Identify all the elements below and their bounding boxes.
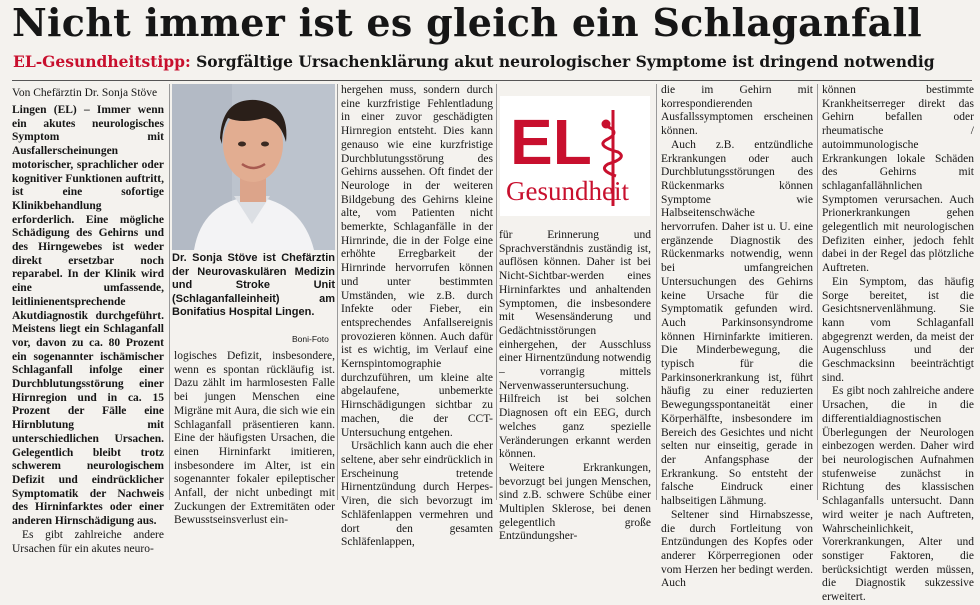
col6-paragraph-1: können bestimmte Krankheitserreger direkt das Gehirn befallen oder rheumatische / autoimmunologische Erkrankungen lokale Schäden des Gehirns mit schlaganfallähnlichen Symptomen verursachen. Auch Prionerkrankungen gehen gelegentlich mit neurologischen Defiziten einher, jedoch fehlt dabei in der Regel das plötzliche Auftreten. xyxy=(822,84,974,275)
el-gesundheit-logo xyxy=(500,96,650,216)
column-divider xyxy=(496,84,497,500)
column-3 xyxy=(341,84,493,550)
column-divider xyxy=(337,84,338,500)
logo-graphic xyxy=(500,96,650,216)
column-2 xyxy=(174,350,335,528)
col5-paragraph-1: die im Gehirn mit korrespondierenden Ausfallssymptomen erscheinen können. xyxy=(661,84,813,138)
headline: Nicht immer ist es gleich ein Schlaganfall xyxy=(12,0,923,45)
column-divider xyxy=(169,84,170,500)
col2-paragraph: logisches Defizit, insbesondere, wenn es spontan rückläufig ist. Dazu zählt im harmlosesten Falle bei jungen Menschen eine Migräne mit Aura, die sich wie ein Schlaganfall präsentieren kann. Eine der häufigsten Ursachen, die einen Hirninfarkt imitieren, insbesondere im Alter, ist ein sogenannter fokaler epileptischer Anfall, der nicht unbedingt mit Zuckungen der Extremitäten oder Bewusstseinsverlust ein- xyxy=(174,350,335,527)
column-5 xyxy=(661,84,813,591)
photo-credit: Boni-Foto xyxy=(292,334,329,344)
col4-paragraph-2: Weitere Erkrankungen, bevorzugt bei jungen Menschen, sind z.B. schwere Schübe einer Multiplen Sklerose, bei denen gelegentlich große Entzündungsher- xyxy=(499,461,651,543)
column-divider xyxy=(656,84,657,500)
byline: Von Chefärztin Dr. Sonja Stöve xyxy=(12,87,158,99)
column-1 xyxy=(12,104,164,556)
subline-text: Sorgfältige Ursachenklärung akut neurologischer Symptome ist dringend notwendig xyxy=(196,52,935,71)
portrait-image xyxy=(172,84,335,250)
header-rule xyxy=(12,80,972,81)
col3-paragraph-2: Ursächlich kann auch die eher seltene, aber sehr eindrücklich in Erscheinung tretende Hirnentzündung durch Herpes-Viren, die sich bevorzugt im Schläfenlappen vermehren und dort den gesamten Schläfenlappen, xyxy=(341,440,493,549)
logo-el-text: EL xyxy=(510,106,592,178)
photo-caption: Dr. Sonja Stöve ist Chefärztin der Neurovaskulären Medizin und Stroke Unit (Schlaganfalleinheit) am Bonifatius Hospital Lingen. xyxy=(172,252,335,318)
col3-paragraph-1: hergehen muss, sondern durch eine kurzfristige Fehlentladung in einer zuvor geschädigten Hirnregion entsteht. Dies kann genauso wie eine kurzfristige Durchblutungsstörung des Gehirns aussehen. Oft findet der Neurologe in der weiteren Bildgebung des Gehirns kleine alte, vom Patienten nicht bemerkte, Schlaganfälle in der Hirnrinde, die in der Folge eine erhöhte Erregbarkeit der Hirnrinde hervorrufen können und unter bestimmten Umständen, wie z.B. durch Infekte oder Fieber, ein entsprechendes Anfallsereignis provozieren können. Auch dafür ist es wichtig, im Verlauf eine Kernspintomographie durchzuführen, um kleine alte abgelaufene, unbemerkte Hirnschädigungen sichtbar zu machen, die der CCT-Untersuchung entgehen. xyxy=(341,84,493,439)
section-tag: EL-Gesundheitstipp: xyxy=(13,52,191,71)
author-photo xyxy=(172,84,335,250)
logo-gesundheit-text: Gesundheit xyxy=(506,176,629,206)
col1-paragraph: Es gibt zahlreiche andere Ursachen für ein akutes neuro- xyxy=(12,528,164,555)
column-divider xyxy=(817,84,818,500)
col5-paragraph-2: Auch z.B. entzündliche Erkrankungen oder auch Durchblutungsstörungen des Rückenmarks können Symptome wie Halbseitenschwäche hervorrufen. Daher ist u. U. eine ergänzende Diagnostik des Rückenmarks notwendig, wenn bei umfangreichen Untersuchungen des Gehirns keine Ursache für die Symptomatik gefunden wird. Auch Parkinsonsyndrome können Hirninfarkte imitieren. Die Minderbewegung, die typisch für die Parkinsonerkrankung ist, führt häufig zu einer reduzierten Bewegungsspontaneität einer Körperhälfte, insbesondere im Bereich des Gesichtes und nicht selten nur einseitig, gerade in der Anfangsphase der Erkrankung. So entsteht der falsche Eindruck einer halbseitigen Lähmung. xyxy=(661,138,813,508)
lead-paragraph: Lingen (EL) – Immer wenn ein akutes neurologisches Symptom mit Ausfallerscheinungen motorischer, sprachlicher oder kognitiver Funktionen auftritt, ist eine sofortige Klinikbehandlung erforderlich. Eine mögliche Schädigung des Gehirns und des Hirngewebes ist weder direkt ersetzbar noch reparabel. In der Klinik wird eine umfassende, leitlinienentsprechende Akutdiagnostik durchgeführt. Meistens liegt ein Schlaganfall vor, davon zu ca. 80 Prozent ein sogenannter ischämischer Schlaganfall infolge einer Durchblutungsstörung einer Hirnregion und in ca. 15 Prozent der Fälle eine Hirnblutung mit unterschiedlichen Ursachen. Gelegentlich bleibt trotz schwerem neurologischem Defizit und eindrücklicher Symptomatik der Nachweis des Hirninfarktes oder einer anderen Hirnschädigung aus. xyxy=(12,104,164,528)
col4-paragraph-1: für Erinnerung und Sprachverständnis zuständig ist, auflösen können. Daher ist bei Nicht-Sichtbar-werden eines Hirninfarktes und anhaltenden Symptomen, die insbesondere mit Wesensänderung und Gedächtnisstörungen einhergehen, der Ausschluss einer Hirnentzündung notwendig – vorrangig mittels Nervenwasseruntersuchung. Hilfreich ist bei solchen Diagnosen oft ein EEG, durch welches ganz spezielle Veränderungen erkannt werden können. xyxy=(499,229,652,461)
col5-paragraph-3: Seltener sind Hirnabszesse, die durch Fortleitung von Entzündungen des Kopfes oder anderer Körperregionen oder vom Herzen her bedingt werden. Auch xyxy=(661,508,813,590)
col6-paragraph-2: Ein Symptom, das häufig Sorge bereitet, ist die Gesichtsnervenlähmung. Sie kann vom Schlaganfall abgegrenzt werden, da meist der Augenschluss und der Geschmacksinn beeinträchtigt sind. xyxy=(822,275,974,384)
col6-paragraph-3: Es gibt noch zahlreiche andere Ursachen, die in die differentialdiagnostischen Überlegungen der Neurologen einbezogen werden. Daher wird bei neurologischen Aufnahmen stufenweise zunächst in Richtung des klassischen Schlaganfalls untersucht. Dann wird weiter je nach Auftreten, Wahrscheinlichkeit, Vorerkrankungen, Alter und sonstiger Faktoren, die berücksichtigt werden müssen, die Diagnostik sukzessive erweitert. xyxy=(822,385,974,604)
column-4 xyxy=(499,229,651,544)
subline xyxy=(13,52,935,72)
column-6 xyxy=(822,84,974,605)
